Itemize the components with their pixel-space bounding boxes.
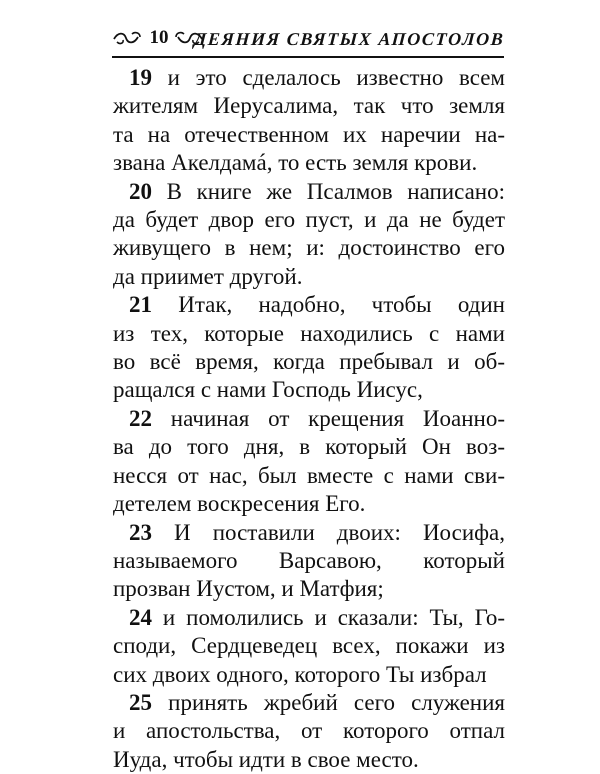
- verse-text: В книге же Псалмов написано:: [166, 178, 505, 204]
- verse: [113, 178, 505, 292]
- verse-text: Итак, надобно, чтобы один: [178, 292, 505, 318]
- verse-line: [113, 575, 505, 603]
- verse-body: [113, 64, 505, 774]
- verse-number: 19: [129, 65, 152, 90]
- verse-line: [113, 320, 505, 348]
- verse-text: из тех, которые находились с нами: [113, 320, 505, 346]
- verse-text: споди, Сердцеведец всех, покажи из: [113, 633, 505, 659]
- verse-line: [113, 661, 505, 689]
- verse: [113, 519, 505, 604]
- verse-text: и это сделалось известно всем: [167, 65, 505, 90]
- verse-line: [113, 405, 505, 433]
- verse-text: прозван Иустом, и Матфия;: [113, 576, 384, 602]
- verse-number: 20: [129, 178, 152, 204]
- verse-text: Иуда, чтобы идти в свое место.: [113, 746, 419, 772]
- verse-line: [113, 149, 505, 177]
- verse-text: и апостольства, от которого отпал: [113, 718, 505, 744]
- verse-text: сих двоих одного, которого Ты избрал: [113, 661, 487, 687]
- verse-line: [113, 717, 505, 745]
- verse-number: 22: [129, 405, 152, 431]
- verse-line: [113, 234, 505, 262]
- verse-line: [113, 348, 505, 376]
- verse-text: и помолились и сказали: Ты, Го-: [162, 604, 505, 630]
- verse-line: [113, 64, 505, 92]
- verse-text: принять жребий сего служения: [168, 689, 505, 715]
- verse-text: живущего в нем; и: достоинство его: [113, 235, 505, 261]
- verse-number: 24: [129, 604, 152, 630]
- verse-number: 23: [129, 519, 152, 545]
- verse-line: [113, 376, 505, 404]
- verse-line: [113, 519, 505, 547]
- verse-text: та на отечественном их наречии на-: [113, 121, 505, 147]
- verse-line: [113, 92, 505, 120]
- verse-line: [113, 291, 505, 319]
- verse-line: [113, 178, 505, 206]
- page-number: 10: [149, 27, 169, 48]
- verse-line: [113, 206, 505, 234]
- verse-line: [113, 604, 505, 632]
- scroll-ornament-icon: [112, 30, 142, 46]
- verse-number: 25: [129, 689, 152, 715]
- verse-text: начиная от крещения Иоанно-: [170, 405, 505, 431]
- verse-text: несся от нас, был вместе с нами сви-: [113, 462, 505, 488]
- verse-line: [113, 263, 505, 291]
- verse-text: да приимет другой.: [113, 263, 303, 289]
- running-title: ДЕЯНИЯ СВЯТЫХ АПОСТОЛОВ: [192, 29, 505, 49]
- verse-line: [113, 490, 505, 518]
- running-header: [112, 22, 504, 58]
- verse-text: называемого Варсавою, который: [113, 547, 505, 573]
- verse-text: во всё время, когда пребывал и об-: [113, 349, 505, 375]
- verse: [113, 604, 505, 689]
- verse: [113, 405, 505, 519]
- verse-number: 21: [129, 292, 152, 318]
- verse-line: [113, 433, 505, 461]
- verse-line: [113, 547, 505, 575]
- verse-line: [113, 121, 505, 149]
- verse-text: ва до того дня, в который Он воз-: [113, 434, 505, 460]
- verse: [113, 291, 505, 405]
- verse-line: [113, 462, 505, 490]
- verse-text: жителям Иерусалима, так что земля: [113, 93, 505, 119]
- verse-text: детелем воскресения Его.: [113, 491, 366, 517]
- verse-line: [113, 632, 505, 660]
- verse: [113, 689, 505, 774]
- verse-text: да будет двор его пуст, и да не будет: [113, 207, 505, 233]
- verse-text: звана Акелдамá, то есть земля крови.: [113, 150, 478, 176]
- verse: [113, 64, 505, 178]
- verse-line: [113, 689, 505, 717]
- verse-text: И поставили двоих: Иосифа,: [174, 519, 506, 545]
- verse-text: ращался с нами Господь Иисус,: [113, 377, 423, 403]
